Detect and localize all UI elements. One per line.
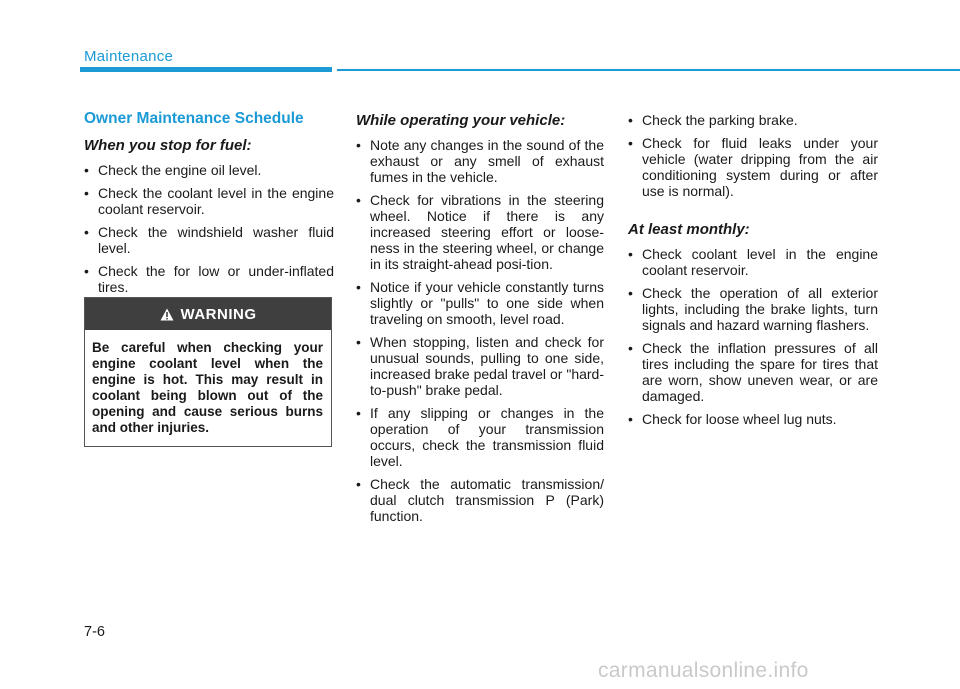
list-item: • Check the operation of all exterior lights, including the brake lights, turn signals and hazard warning flashers. bbox=[628, 285, 878, 333]
list-item: • Check the engine oil level. bbox=[84, 162, 334, 178]
warning-text: Be careful when checking your engine coolant level when the engine is hot. This may result in coolant being blown out of the opening and cause serious burns and other injuries. bbox=[92, 340, 323, 435]
list-item: • Check for vibrations in the steering wheel. Notice if there is any increased steering effort or loose-ness in the steering wheel, or change in its straight-ahead posi-tion. bbox=[356, 192, 604, 272]
header-title: Maintenance bbox=[84, 48, 174, 65]
list-item: • Check the automatic transmission/ dual clutch transmission P (Park) function. bbox=[356, 476, 604, 524]
header-rule-thick bbox=[80, 67, 332, 72]
watermark: carmanualsonline.info bbox=[598, 659, 809, 682]
list-item: • When stopping, listen and check for unusual sounds, pulling to one side, increased brake pedal travel or "hard-to-push" brake pedal. bbox=[356, 334, 604, 398]
list-item: • Check the inflation pressures of all tires including the spare for tires that are worn, show uneven wear, or are damaged. bbox=[628, 340, 878, 404]
column-right bbox=[628, 112, 878, 434]
list-item: • Check the for low or under-inflated tires. bbox=[84, 263, 334, 295]
list-item: • Check for fluid leaks under your vehicle (water dripping from the air conditioning system during or after use is normal). bbox=[628, 135, 878, 199]
list-item: • Check the coolant level in the engine coolant reservoir. bbox=[84, 185, 334, 217]
list-item: • Check the windshield washer fluid level. bbox=[84, 224, 334, 256]
column-left bbox=[84, 110, 334, 302]
list-item: • Notice if your vehicle constantly turns slightly or "pulls" to one side when traveling on smooth, level road. bbox=[356, 279, 604, 327]
operating-subheading: While operating your vehicle: bbox=[356, 112, 566, 129]
column-middle bbox=[356, 112, 604, 531]
header-rule-thin bbox=[337, 69, 960, 71]
page-number: 7-6 bbox=[84, 624, 105, 640]
operating-list-continued bbox=[628, 112, 878, 199]
monthly-subheading: At least monthly: bbox=[628, 221, 750, 238]
warning-label: WARNING bbox=[180, 305, 257, 323]
warning-triangle-icon bbox=[160, 308, 174, 321]
warning-box bbox=[84, 297, 332, 447]
section-title: Owner Maintenance Schedule bbox=[84, 110, 304, 127]
list-item: • If any slipping or changes in the operation of your transmission occurs, check the transmission fluid level. bbox=[356, 405, 604, 469]
operating-list bbox=[356, 137, 604, 524]
list-item: • Check coolant level in the engine coolant reservoir. bbox=[628, 246, 878, 278]
monthly-list bbox=[628, 246, 878, 427]
fuel-list bbox=[84, 162, 334, 295]
list-item: • Check the parking brake. bbox=[628, 112, 878, 128]
fuel-subheading: When you stop for fuel: bbox=[84, 137, 252, 154]
list-item: • Note any changes in the sound of the exhaust or any smell of exhaust fumes in the vehicle. bbox=[356, 137, 604, 185]
warning-header bbox=[85, 298, 331, 330]
list-item: • Check for loose wheel lug nuts. bbox=[628, 411, 878, 427]
